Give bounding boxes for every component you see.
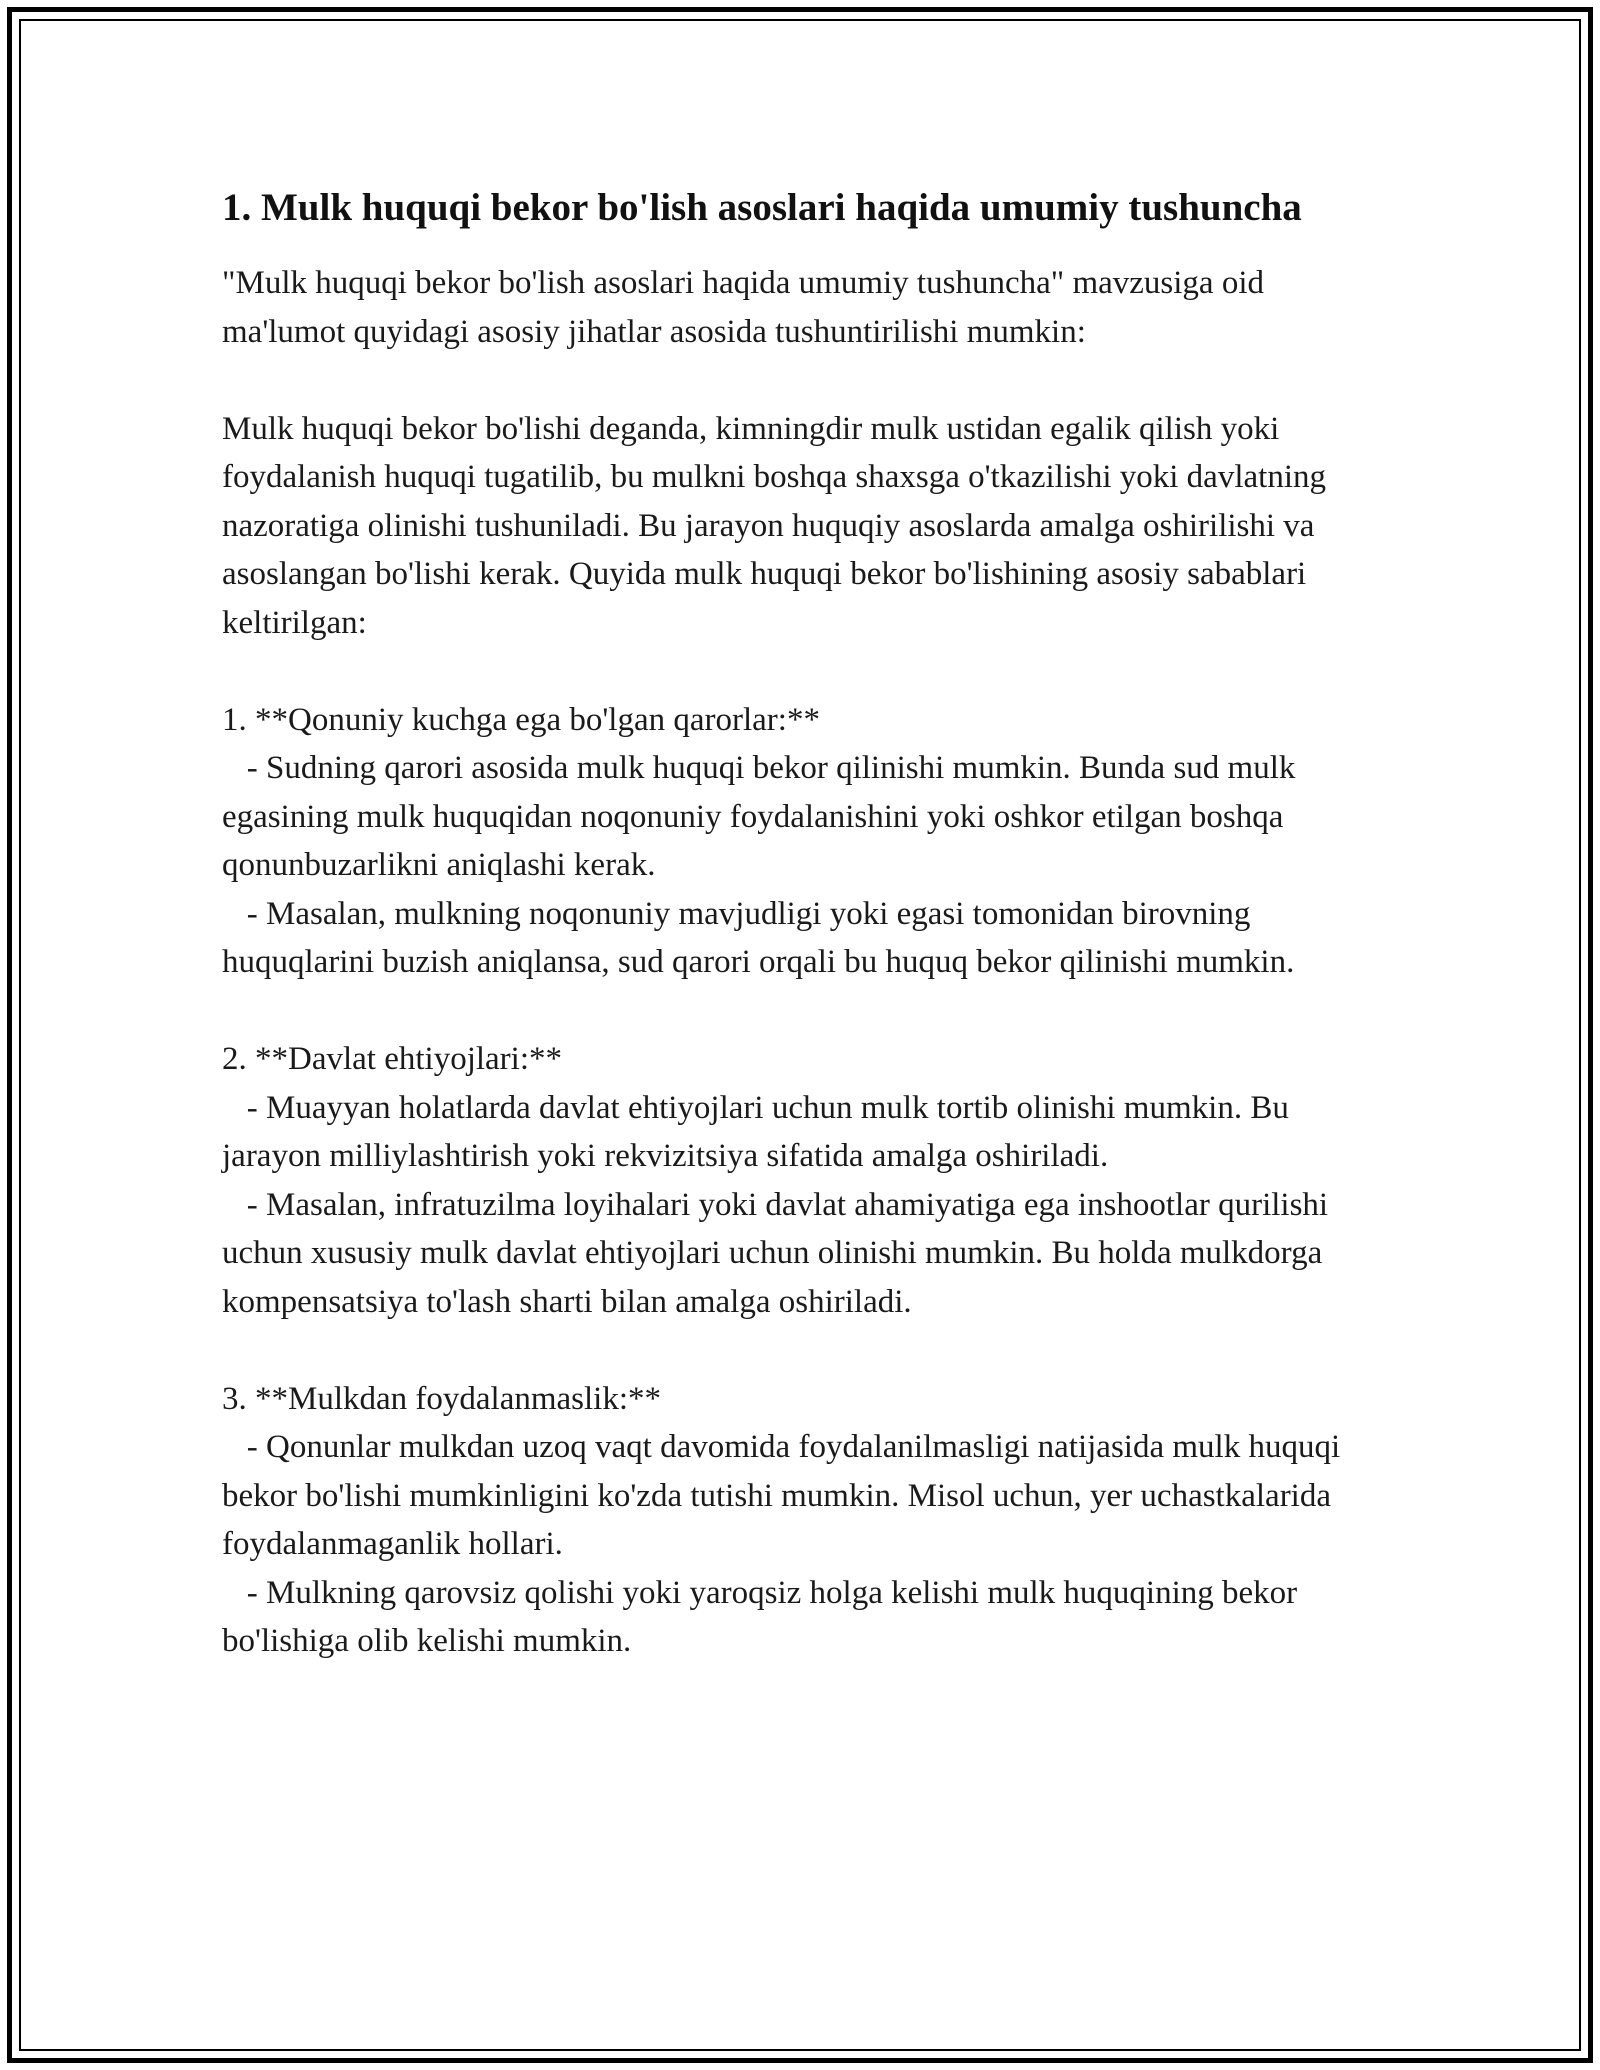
section-2	[222, 1035, 1372, 1326]
document-title: 1. Mulk huquqi bekor bo'lish asoslari haqida umumiy tushuncha	[222, 186, 1302, 229]
section-item: - Masalan, mulkning noqonuniy mavjudligi yoki egasi tomonidan birovning huquqlarini buzish aniqlansa, sud qarori orqali bu huquq bekor qilinishi mumkin.	[222, 895, 1295, 980]
overview-paragraph: Mulk huquqi bekor bo'lishi deganda, kimningdir mulk ustidan egalik qilish yoki foydalanish huquqi tugatilib, bu mulkni boshqa shaxsga o'tkazilishi yoki davlatning nazoratiga olinishi tushuniladi. Bu jarayon huquqiy asoslarda amalga oshirilishi va asoslangan bo'lishi kerak. Quyida mulk huquqi bekor bo'lishining asosiy sabablari keltirilgan:	[222, 410, 1335, 641]
section-item: - Muayyan holatlarda davlat ehtiyojlari uchun mulk tortib olinishi mumkin. Bu jarayon milliylashtirish yoki rekvizitsiya sifatida amalga oshiriladi.	[222, 1089, 1298, 1174]
section-item: - Qonunlar mulkdan uzoq vaqt davomida foydalanilmasligi natijasida mulk huquqi bekor bo'lishi mumkinligini ko'zda tutishi mumkin. Misol uchun, yer uchastkalarida foydalanmaganlik hollari.	[222, 1429, 1349, 1562]
paragraph-gap	[222, 987, 1372, 1036]
section-item: - Mulkning qarovsiz qolishi yoki yaroqsiz holga kelishi mulk huquqining bekor bo'lishiga olib kelishi mumkin.	[222, 1574, 1306, 1659]
section-heading: 1. **Qonuniy kuchga ega bo'lgan qarorlar:**	[222, 701, 820, 738]
paragraph-gap	[222, 647, 1372, 696]
section-heading: 2. **Davlat ehtiyojlari:**	[222, 1041, 563, 1077]
section-3	[222, 1375, 1372, 1666]
section-1	[222, 696, 1372, 987]
section-heading: 3. **Mulkdan foydalanmaslik:**	[222, 1380, 662, 1417]
intro-paragraph: "Mulk huquqi bekor bo'lish asoslari haqida umumiy tushuncha" mavzusiga oid ma'lumot quyidagi asosiy jihatlar asosida tushuntirilishi mumkin:	[222, 265, 1273, 350]
section-item: - Sudning qarori asosida mulk huquqi bekor qilinishi mumkin. Bunda sud mulk egasining mulk huquqidan noqonuniy foydalanishini yoki oshkor etilgan boshqa qonunbuzarlikni aniqlashi kerak.	[222, 750, 1304, 883]
paragraph-gap	[222, 1326, 1372, 1375]
section-item: - Masalan, infratuzilma loyihalari yoki davlat ahamiyatiga ega inshootlar qurilishi uchun xususiy mulk davlat ehtiyojlari uchun olinishi mumkin. Bu holda mulkdorga kompensatsiya to'lash sharti bilan amalga oshiriladi.	[222, 1186, 1337, 1320]
paragraph-gap	[222, 356, 1372, 405]
document-body	[222, 180, 1372, 1666]
